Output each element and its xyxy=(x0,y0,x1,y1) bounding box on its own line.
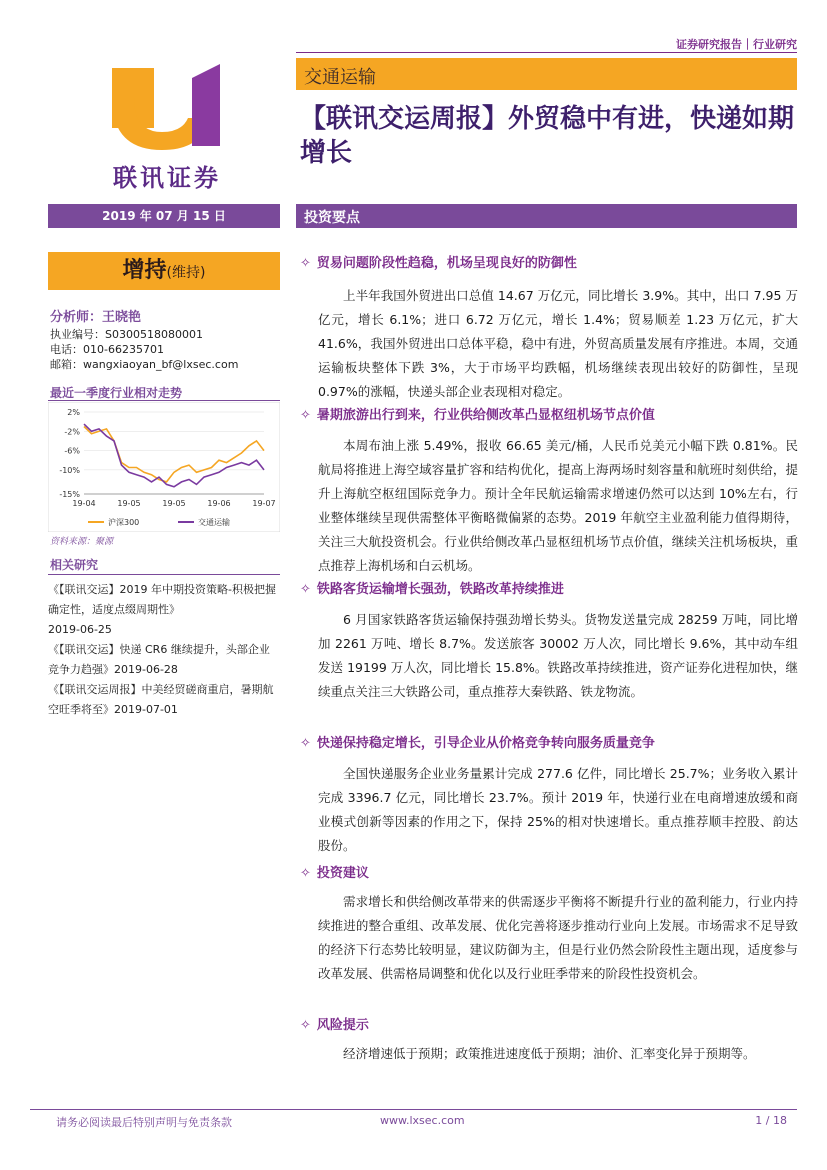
related-item[interactable]: 《【联讯交运周报】中美经贸磋商重启，暑期航空旺季将至》2019-07-01 xyxy=(48,683,274,716)
logo-text: 联讯证券 xyxy=(113,163,221,192)
footer-website[interactable]: www.lxsec.com xyxy=(380,1114,465,1127)
related-list xyxy=(48,580,280,720)
x-tick-label: 19-06 xyxy=(207,499,231,508)
rating-sub: (维持) xyxy=(166,265,206,281)
related-item[interactable]: 《【联讯交运】2019 年中期投资策略-积极把握确定性，适度点缀周期性》 2019-06-25 xyxy=(48,583,276,636)
legend-label: 沪深300 xyxy=(108,518,140,527)
diamond-icon: ✧ xyxy=(300,736,311,751)
logo-shape-right xyxy=(192,64,220,146)
related-heading-rule xyxy=(48,574,280,575)
section-title: ✧ 暑期旅游出行到来，行业供给侧改革凸显枢纽机场节点价值 xyxy=(300,408,655,423)
section-title: ✧ 贸易问题阶段性趋稳，机场呈现良好的防御性 xyxy=(300,256,577,271)
report-type: 证券研究报告｜行业研究 xyxy=(676,38,797,51)
report-date: 2019 年 07 月 15 日 xyxy=(48,204,280,228)
analyst-name: 分析师：王晓艳 xyxy=(50,310,142,325)
y-tick-label: 2% xyxy=(67,408,80,417)
analyst-phone: 电话：010-66235701 xyxy=(50,343,164,356)
section-body: 需求增长和供给侧改革带来的供需逐步平衡将不断提升行业的盈利能力，行业内持续推进的整合重组、改革发展、优化完善将逐步推动行业向上发展。市场需求不足导致的经济下行态势比较明显，建议防御为主，但是行业仍然会阶段性主题出现，适度参与改革发展、供需格局调整和优化以及行业旺季带来的阶段性投资机会。 xyxy=(318,894,798,981)
analyst-email[interactable]: 邮箱：wangxiaoyan_bf@lxsec.com xyxy=(50,358,239,371)
top-divider xyxy=(296,52,797,53)
section-body: 本周布油上涨 5.49%，报收 66.65 美元/桶，人民币兑美元小幅下跌 0.81%。民航局将推进上海空域容量扩容和结构优化，提高上海两场时刻容量和航班时刻供给，提升上海航空枢纽国际竞争力。预计全年民航运输需求增速仍然可以达到 10%左右，行业整体继续呈现供需整体平衡略微偏紧的态势。2019 年航空主业盈利能力值得期待，关注三大航投资机会。行业供给侧改革凸显枢纽机场节点价值，继续关注机场板块，重点推荐上海机场和白云机场。 xyxy=(318,438,798,573)
section-body: 经济增速低于预期；政策推进速度低于预期；油价、汇率变化异于预期等。 xyxy=(343,1046,756,1061)
chart-heading: 最近一季度行业相对走势 xyxy=(50,386,183,400)
report-title: 【联讯交运周报】外贸稳中有进，快递如期增长 xyxy=(300,104,795,168)
analyst-license: 执业编号：S0300518080001 xyxy=(50,328,203,341)
y-tick-label: -15% xyxy=(59,490,80,499)
footer-rule xyxy=(30,1109,797,1110)
diamond-icon: ✧ xyxy=(300,582,311,597)
y-tick-label: -10% xyxy=(59,465,80,475)
related-heading: 相关研究 xyxy=(50,558,99,572)
chart-frame xyxy=(48,402,280,532)
x-tick-label: 19-05 xyxy=(117,499,141,508)
sector-label: 交通运输 xyxy=(304,67,376,88)
footer-disclaimer[interactable]: 请务必阅读最后特别声明与免责条款 xyxy=(56,1116,232,1129)
page-number: 1 / 18 xyxy=(755,1114,787,1127)
highlights-heading-bar xyxy=(296,204,797,228)
diamond-icon: ✧ xyxy=(300,256,311,271)
section-title: ✧ 投资建议 xyxy=(300,866,369,881)
chart-heading-rule xyxy=(48,400,280,401)
section-title: ✧ 铁路客货运输增长强劲，铁路改革持续推进 xyxy=(300,582,564,597)
section-body: 全国快递服务企业业务量累计完成 277.6 亿件，同比增长 25.7%；业务收入累计完成 3396.7 亿元，同比增长 23.7%。预计 2019 年，快递行业在电商增速放缓和商业模式创新等因素的作用之下，保持 25%的相对快速增长。重点推荐顺丰控股、韵达股份。 xyxy=(318,766,798,853)
rating-box xyxy=(48,252,280,290)
diamond-icon: ✧ xyxy=(300,866,311,881)
y-tick-label: -6% xyxy=(64,446,80,456)
highlights-heading: 投资要点 xyxy=(304,210,360,226)
related-item[interactable]: 《【联讯交运】快递 CR6 继续提升，头部企业竞争力趋强》2019-06-28 xyxy=(48,643,270,676)
sector-bar xyxy=(296,58,797,90)
section-body: 6 月国家铁路客货运输保持强劲增长势头。货物发送量完成 28259 万吨，同比增加 2261 万吨、增长 8.7%。发送旅客 30002 万人次，同比增长 9.6%，其中动车组发送 19199 万人次，同比增长 15.8%。铁路改革持续推进，资产证券化进程加快，继续重点关注三大铁路公司，重点推荐大秦铁路、铁龙物流。 xyxy=(318,612,798,699)
diamond-icon: ✧ xyxy=(300,408,311,423)
rating-main: 增持 xyxy=(122,258,167,283)
chart-source: 资料来源：聚源 xyxy=(50,537,114,547)
diamond-icon: ✧ xyxy=(300,1018,311,1033)
legend-label: 交通运输 xyxy=(198,518,230,527)
section-title: ✧ 风险提示 xyxy=(300,1018,369,1033)
x-tick-label: 19-05 xyxy=(162,499,186,508)
series-line-hs300 xyxy=(84,427,264,482)
relative-trend-chart xyxy=(48,402,280,532)
x-tick-label: 19-07 xyxy=(252,499,276,508)
y-tick-label: -2% xyxy=(64,427,80,437)
section-body: 上半年我国外贸进出口总值 14.67 万亿元，同比增长 3.9%。其中，出口 7.95 万亿元，增长 6.1%；进口 6.72 万亿元，增长 1.4%；贸易顺差 1.23 万亿元，扩大 41.6%，我国外贸进出口总体平稳，稳中有进，外贸高质量发展有序推进。本周，交通运输板块整体下跌 3%，大于市场平均跌幅，机场继续表现出较好的防御性，呈现 0.97%的涨幅，快递头部企业表现相对稳定。 xyxy=(318,288,798,399)
x-tick-label: 19-04 xyxy=(72,499,96,508)
section-title: ✧ 快递保持稳定增长，引导企业从价格竞争转向服务质量竞争 xyxy=(300,736,655,751)
